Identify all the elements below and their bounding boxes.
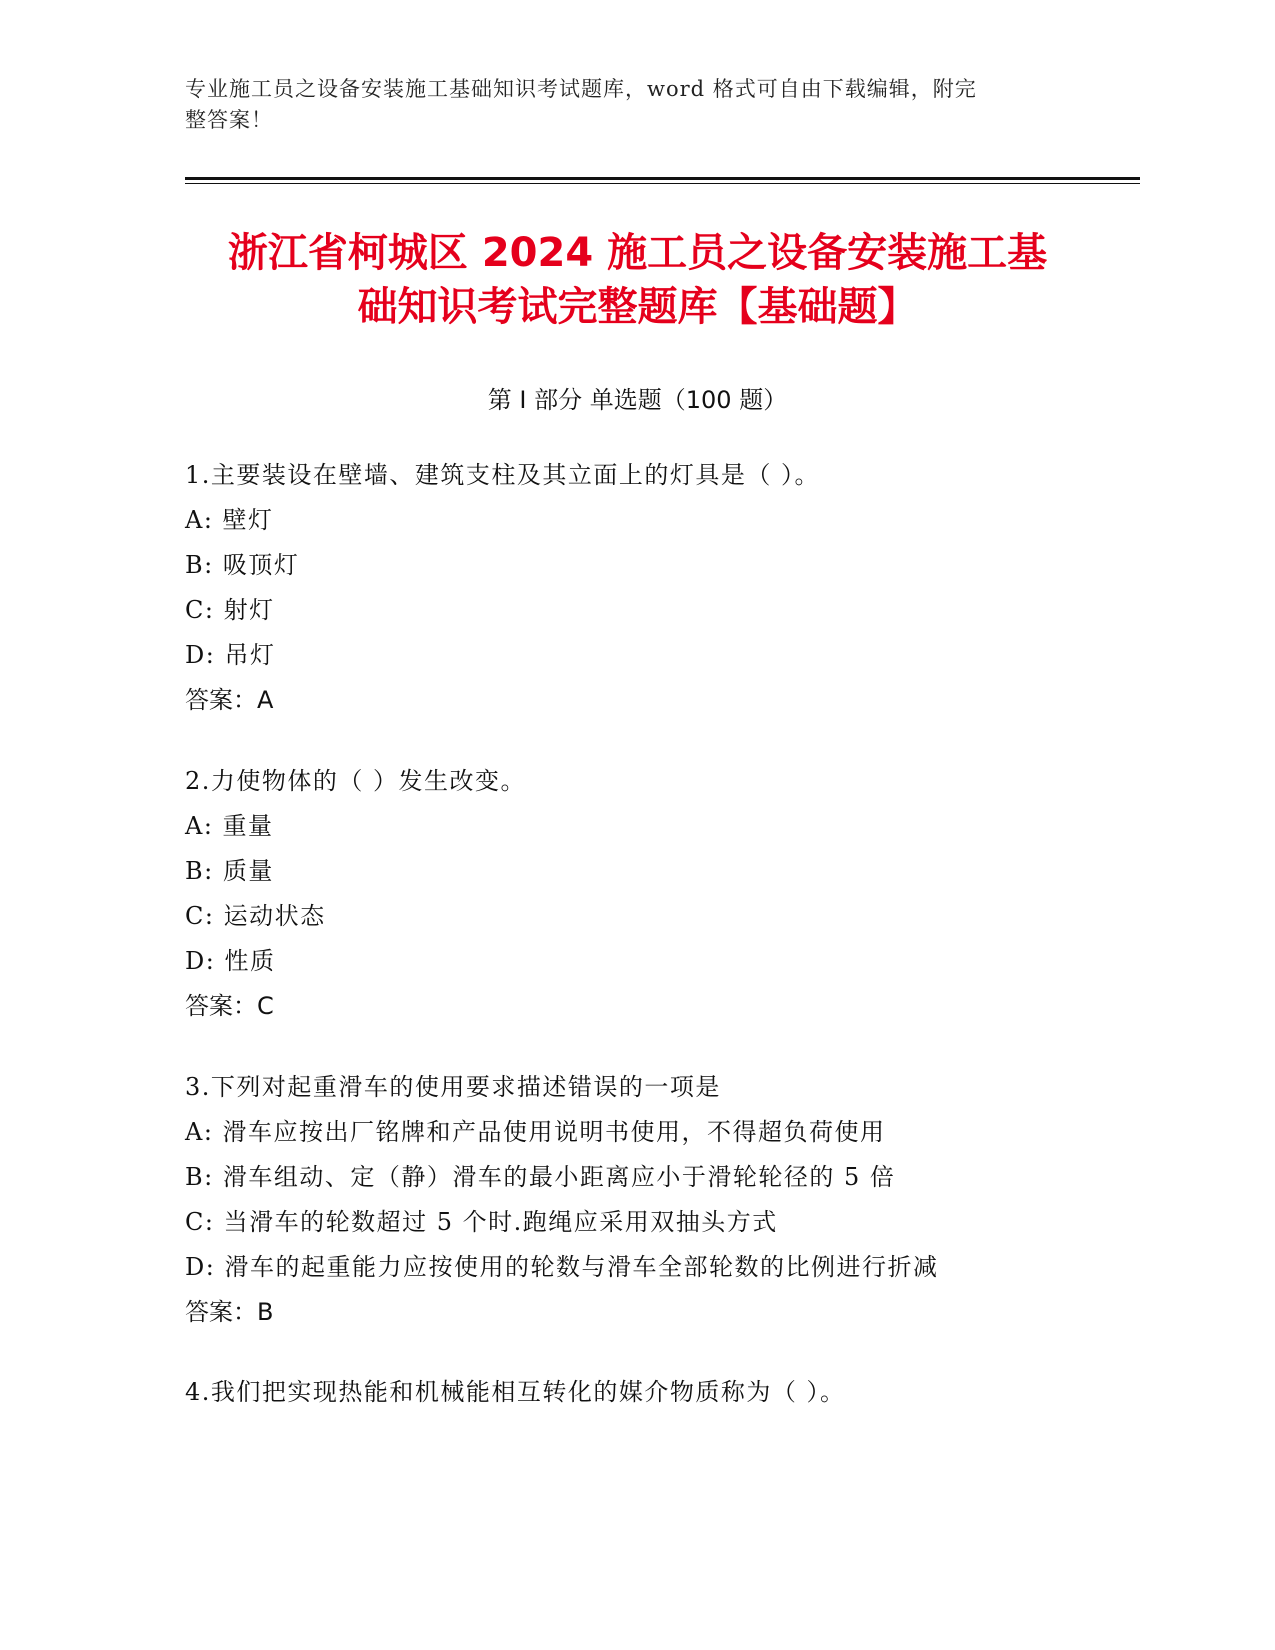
option-d: D: 性质 bbox=[185, 947, 276, 975]
document-title-line-2: 础知识考试完整题库【基础题】 bbox=[357, 284, 918, 330]
section-heading: 第 I 部分 单选题（100 题） bbox=[487, 386, 788, 414]
option-a: A: 重量 bbox=[185, 812, 274, 840]
question-1 bbox=[185, 453, 1085, 723]
header-note bbox=[185, 74, 1065, 136]
option-d: D: 吊灯 bbox=[185, 641, 276, 669]
header-divider-thick bbox=[185, 177, 1140, 180]
question-4 bbox=[185, 1370, 1085, 1415]
question-3 bbox=[185, 1065, 1085, 1335]
option-a: A: 壁灯 bbox=[185, 506, 274, 534]
option-c: C: 运动状态 bbox=[185, 902, 326, 930]
option-d: D: 滑车的起重能力应按使用的轮数与滑车全部轮数的比例进行折减 bbox=[185, 1253, 939, 1281]
document-title-line-1: 浙江省柯城区 2024 施工员之设备安装施工基 bbox=[227, 230, 1048, 276]
option-a: A: 滑车应按出厂铭牌和产品使用说明书使用，不得超负荷使用 bbox=[185, 1118, 886, 1146]
option-b: B: 吸顶灯 bbox=[185, 551, 300, 579]
option-b: B: 滑车组动、定（静）滑车的最小距离应小于滑轮轮径的 5 倍 bbox=[185, 1163, 896, 1191]
answer-line: 答案：C bbox=[185, 992, 274, 1020]
header-note-line-1: 专业施工员之设备安装施工基础知识考试题库，word 格式可自由下载编辑，附完 bbox=[185, 77, 977, 101]
option-b: B: 质量 bbox=[185, 857, 274, 885]
answer-line: 答案：A bbox=[185, 686, 274, 714]
option-c: C: 射灯 bbox=[185, 596, 275, 624]
question-2 bbox=[185, 759, 1085, 1029]
question-stem: 2.力使物体的（ ）发生改变。 bbox=[185, 767, 527, 795]
question-stem: 1.主要装设在壁墙、建筑支柱及其立面上的灯具是（ ）。 bbox=[185, 461, 821, 489]
document-title bbox=[170, 226, 1105, 334]
option-c: C: 当滑车的轮数超过 5 个时.跑绳应采用双抽头方式 bbox=[185, 1208, 778, 1236]
answer-line: 答案：B bbox=[185, 1298, 274, 1326]
question-stem: 3.下列对起重滑车的使用要求描述错误的一项是 bbox=[185, 1073, 721, 1101]
header-note-line-2: 整答案！ bbox=[185, 108, 273, 132]
question-stem: 4.我们把实现热能和机械能相互转化的媒介物质称为（ ）。 bbox=[185, 1378, 846, 1406]
header-divider-thin bbox=[185, 183, 1140, 184]
